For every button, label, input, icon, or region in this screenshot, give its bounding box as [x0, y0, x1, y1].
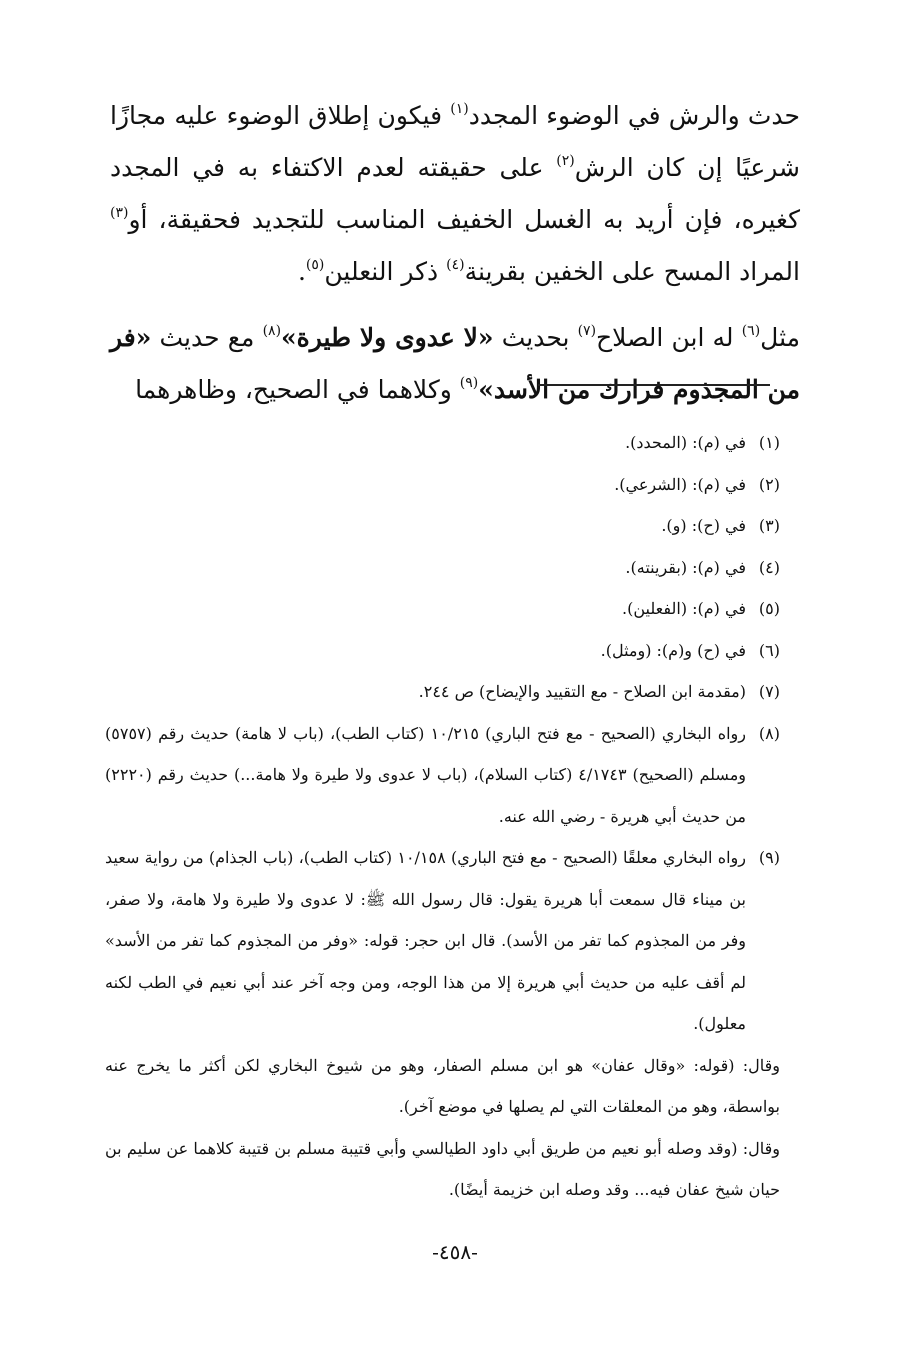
footnote-ref-4: (٤) — [446, 256, 465, 273]
footnote-ref-2: (٢) — [556, 152, 575, 169]
footnote-ref-5: (٥) — [305, 256, 325, 273]
footnotes — [105, 422, 780, 1211]
footnote-ref-9: (٩) — [459, 374, 479, 391]
footnote-8: (٨) رواه البخاري (الصحيح - مع فتح الباري) ١٠/٢١٥ (كتاب الطب)، (باب لا هامة) حديث رقم (٥٧٥٧) ومسلم (الصحيح) ٤/١٧٤٣ (كتاب السلام)، (باب لا عدوى ولا طيرة ولا هامة...) حديث رقم (٢٢٢٠) من حديث أبي هريرة - رضي الله عنه. — [105, 723, 780, 826]
footnote-9-continuation-1: وقال: (قوله: «وقال عفان» هو ابن مسلم الصفار، وهو من شيوخ البخاري لكن أكثر ما يخرج عنه بواسطة، وهو من المعلقات التي لم يصلها في موضع آخر). — [105, 1055, 780, 1116]
footnote-7: (٧) (مقدمة ابن الصلاح - مع التقييد والإيضاح) ص ٢٤٤. — [418, 682, 780, 701]
footnote-ref-8: (٨) — [262, 322, 282, 339]
footnote-6: (٦) في (ح) و(م): (ومثل). — [600, 640, 780, 660]
main-paragraph-2: مثل$^{(٦)}$ له ابن الصلاح$^{(٧)}$ بحديث «لا عدوى ولا طيرة»$^{(٨)}$ مع حديث «فر من المجذوم فرارك من الأسد»$^{(٩)}$ وكلاهما في الصحيح، وظاهرهما — [110, 322, 801, 404]
main-text — [110, 90, 800, 416]
footnote-4: (٤) في (م): (بقرينته). — [625, 557, 780, 577]
footnote-9: (٩) رواه البخاري معلقًا (الصحيح - مع فتح الباري) ١٠/١٥٨ (كتاب الطب)، (باب الجذام) من رواية سعيد بن ميناء قال سمعت أبا هريرة يقول: قال رسول الله ﷺ: لا عدوى ولا طيرة ولا هامة، ولا صفر، وفر من المجذوم كما تفر من الأسد). قال ابن حجر: قوله: «وفر من المجذوم كما تفر من الأسد» لم أقف عليه من حديث أبي هريرة إلا من هذا الوجه، ومن وجه آخر عند أبي نعيم في الطب لكنه معلول). — [105, 848, 780, 1033]
footnote-ref-3: (٣) — [110, 204, 129, 221]
footnote-9-continuation-2: وقال: (وقد وصله أبو نعيم من طريق أبي داود الطيالسي وأبي قتيبة مسلم بن قتيبة كلاهما عن سليم بن حيان شيخ عفان فيه... وقد وصله ابن خزيمة أيضًا). — [105, 1138, 780, 1199]
main-paragraph-1: حدث والرش في الوضوء المجدد$^{(١)}$ فيكون إطلاق الوضوء عليه مجازًا شرعيًا إن كان الرش$^{(٢)}$ على حقيقته لعدم الاكتفاء به في المجدد كغيره، فإن أريد به الغسل الخفيف المناسب للتجديد فحقيقة، أو$^{(٣)}$ المراد المسح على الخفين بقرينة$^{(٤)}$ ذكر النعلين$^{(٥)}$. — [110, 100, 801, 286]
page-number: -٤٥٨- — [432, 1240, 478, 1264]
hadith-quote-1: «لا عدوى ولا طيرة» — [281, 323, 494, 352]
footnote-ref-1: (١) — [450, 100, 469, 117]
footnote-1: (١) في (م): (المحدد). — [625, 433, 780, 452]
footnote-ref-7: (٧) — [577, 322, 597, 339]
footnote-separator — [538, 384, 770, 386]
footnote-ref-6: (٦) — [741, 322, 761, 339]
footnote-5: (٥) في (م): (الفعلين). — [622, 599, 780, 618]
footnote-3: (٣) في (ح): (و). — [661, 516, 780, 535]
footnote-2: (٢) في (م): (الشرعي). — [614, 474, 780, 494]
hadith-quote-2: «فر من المجذوم فرارك من الأسد» — [110, 323, 800, 404]
